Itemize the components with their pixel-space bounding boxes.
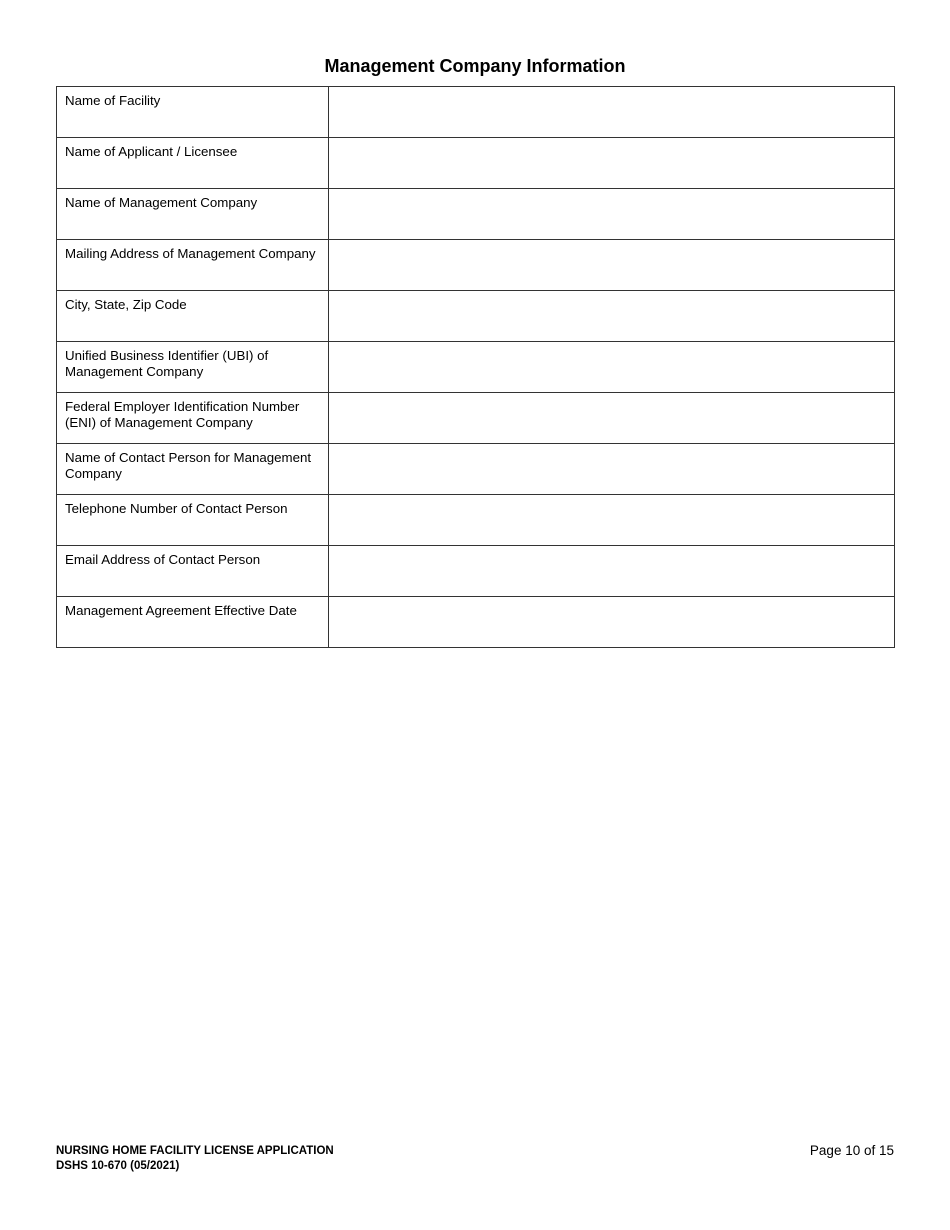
- footer-form-title: NURSING HOME FACILITY LICENSE APPLICATION: [56, 1145, 334, 1157]
- table-row: [57, 444, 895, 495]
- table-row: [57, 138, 895, 189]
- fein-field[interactable]: [329, 393, 894, 437]
- field-label-ubi: Unified Business Identifier (UBI) of Management Company: [57, 342, 329, 393]
- field-label-contact-email: Email Address of Contact Person: [57, 546, 329, 597]
- applicant-name-field[interactable]: [329, 138, 894, 182]
- field-label-mailing-address: Mailing Address of Management Company: [57, 240, 329, 291]
- table-row: [57, 291, 895, 342]
- field-label-management-company-name: Name of Management Company: [57, 189, 329, 240]
- field-label-contact-phone: Telephone Number of Contact Person: [57, 495, 329, 546]
- management-company-name-field[interactable]: [329, 189, 894, 233]
- field-label-effective-date: Management Agreement Effective Date: [57, 597, 329, 648]
- city-state-zip-field[interactable]: [329, 291, 894, 335]
- footer-form-info: [56, 1144, 334, 1174]
- mailing-address-field[interactable]: [329, 240, 894, 284]
- contact-phone-field[interactable]: [329, 495, 894, 539]
- table-row: [57, 546, 895, 597]
- management-company-form-table: [56, 86, 895, 648]
- footer-form-number: DSHS 10-670 (05/2021): [56, 1160, 180, 1172]
- contact-email-field[interactable]: [329, 546, 894, 590]
- table-row: [57, 189, 895, 240]
- field-label-contact-name: Name of Contact Person for Management Company: [57, 444, 329, 495]
- table-row: [57, 495, 895, 546]
- table-row: [57, 597, 895, 648]
- effective-date-field[interactable]: [329, 597, 894, 641]
- ubi-field[interactable]: [329, 342, 894, 386]
- table-row: [57, 342, 895, 393]
- field-label-city-state-zip: City, State, Zip Code: [57, 291, 329, 342]
- facility-name-field[interactable]: [329, 87, 894, 131]
- page-number: Page 10 of 15: [809, 1143, 894, 1158]
- field-label-facility-name: Name of Facility: [57, 87, 329, 138]
- field-label-applicant-name: Name of Applicant / Licensee: [57, 138, 329, 189]
- table-row: [57, 87, 895, 138]
- table-row: [57, 393, 895, 444]
- field-label-fein: Federal Employer Identification Number (ENI) of Management Company: [57, 393, 329, 444]
- table-row: [57, 240, 895, 291]
- contact-name-field[interactable]: [329, 444, 894, 488]
- page-title: Management Company Information: [324, 56, 626, 76]
